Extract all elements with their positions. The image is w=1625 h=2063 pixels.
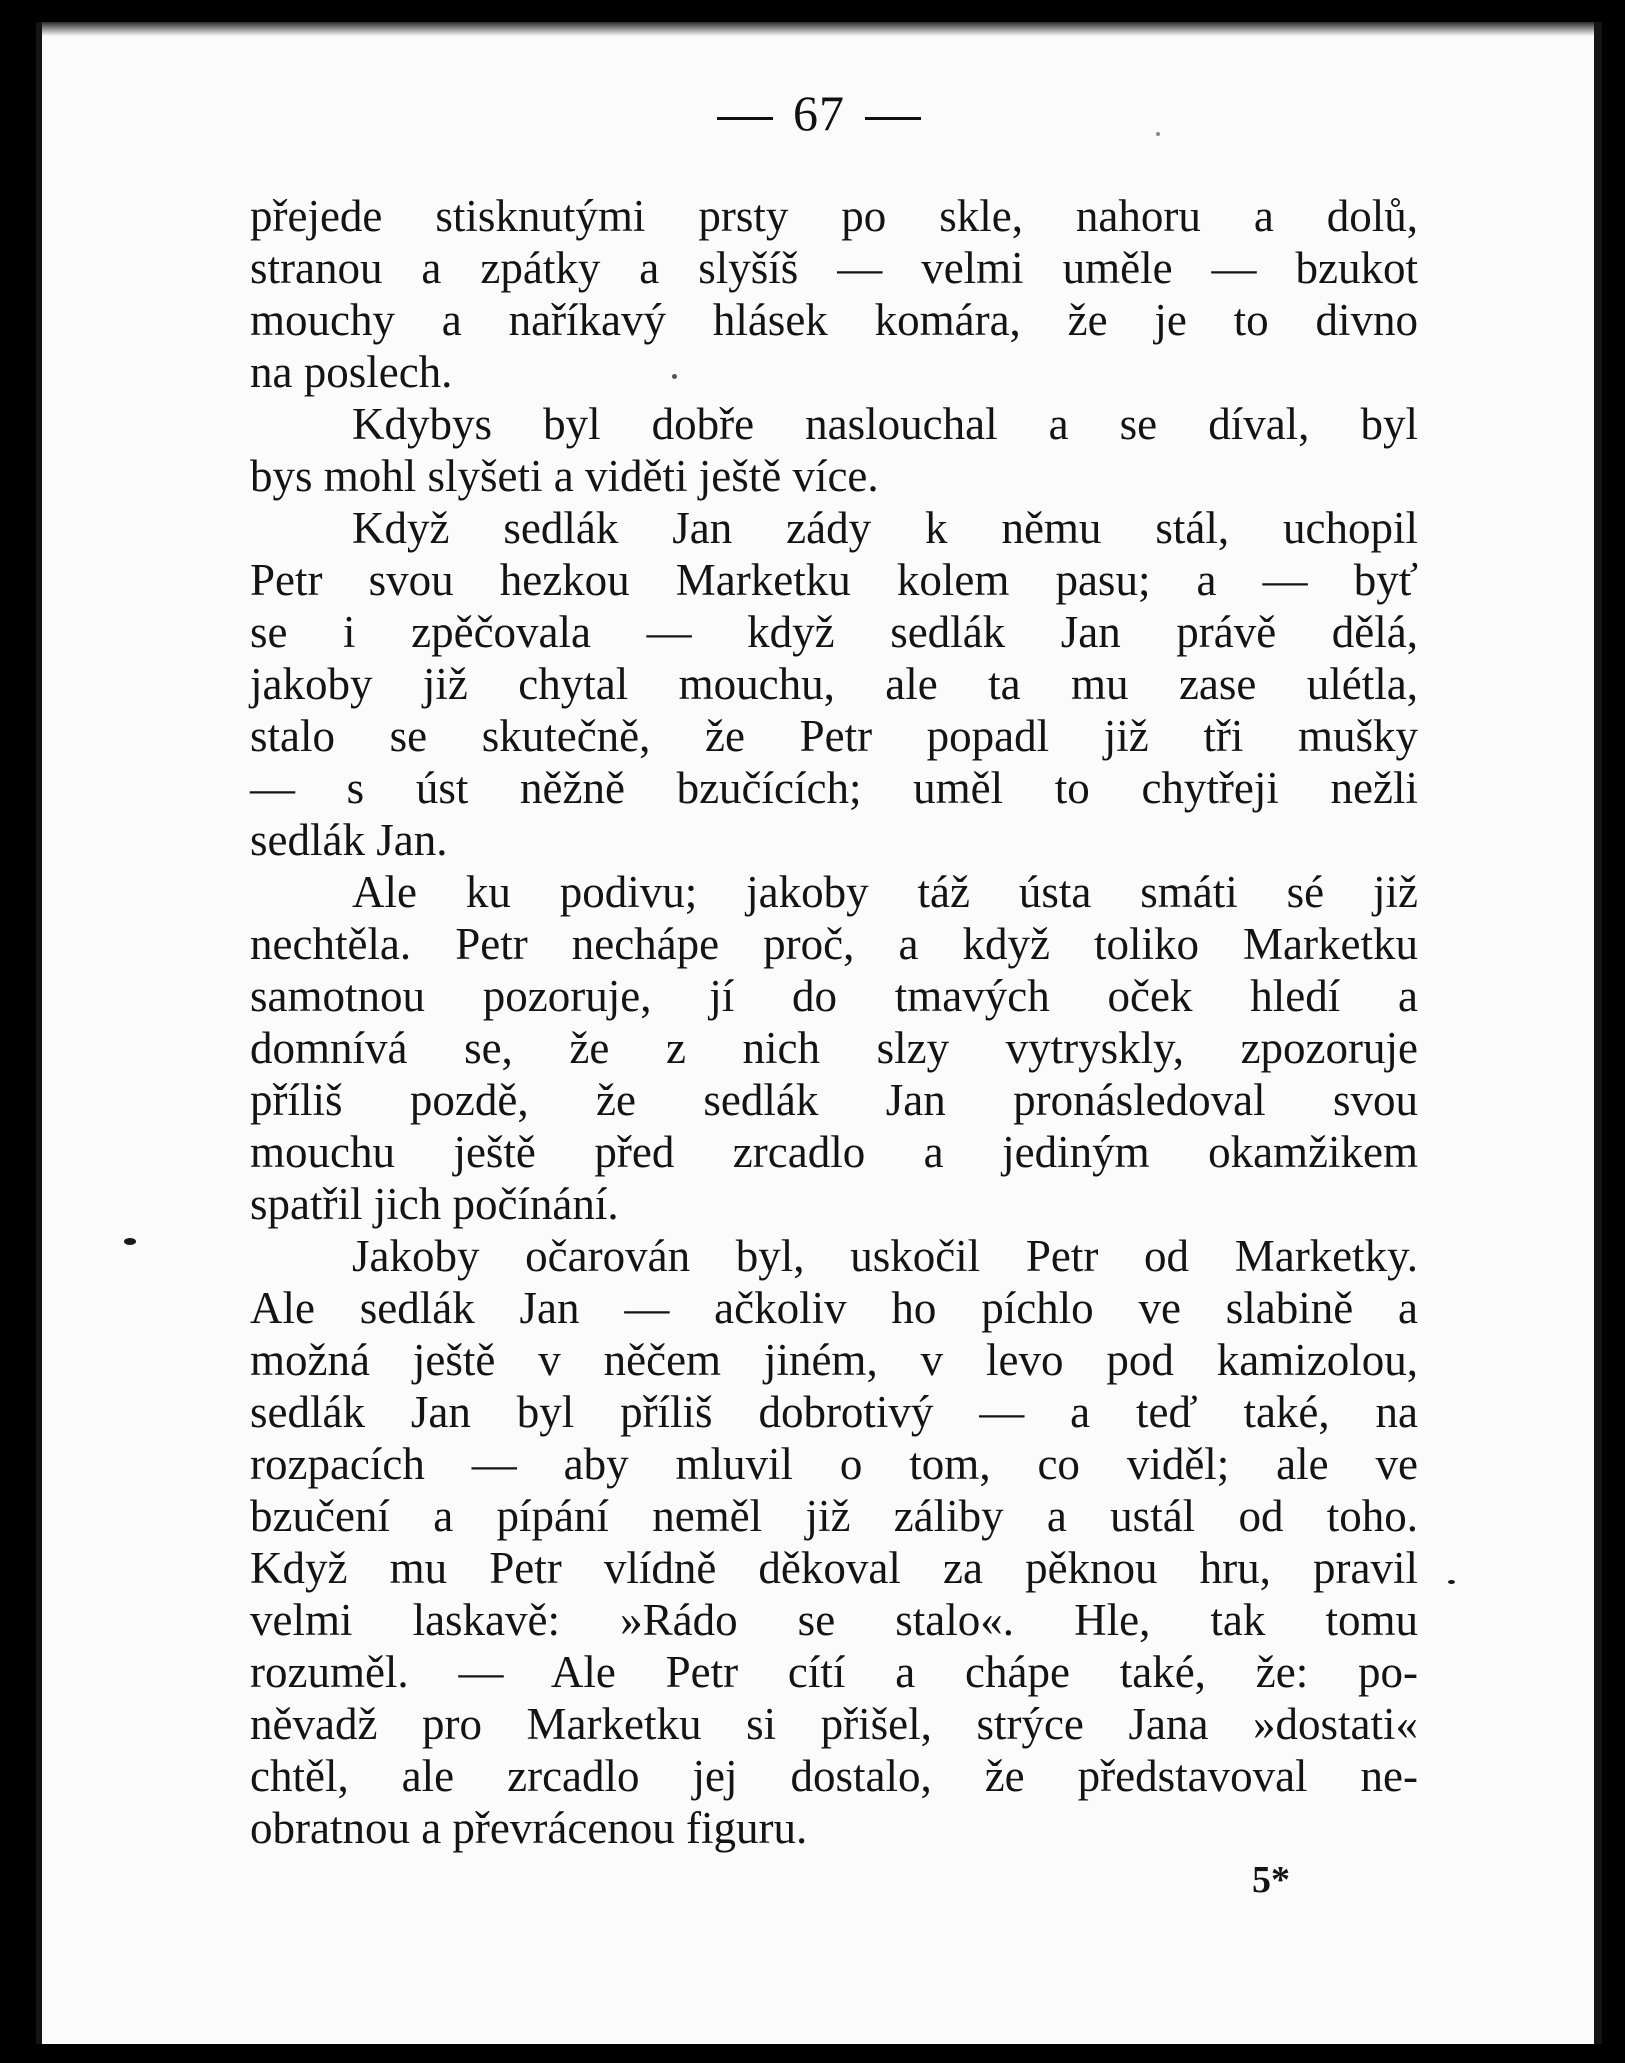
book-page xyxy=(36,22,1602,2044)
text-line: velmi laskavě: »Rádo se stalo«. Hle, tak tomu xyxy=(250,1595,1418,1645)
text-line: mouchu ještě před zrcadlo a jediným okamžikem xyxy=(250,1127,1418,1177)
text-line: domnívá se, že z nich slzy vytryskly, zpozoruje xyxy=(250,1023,1418,1073)
scan-edge-left xyxy=(36,22,42,2044)
text-line: obratnou a převrácenou figuru. xyxy=(250,1803,808,1853)
text-line: Ale sedlák Jan — ačkoliv ho píchlo ve slabině a xyxy=(250,1283,1418,1333)
text-line: přejede stisknutými prsty po skle, nahoru a dolů, xyxy=(250,191,1418,241)
text-line: možná ještě v něčem jiném, v levo pod kamizolou, xyxy=(250,1335,1418,1385)
text-line: bys mohl slyšeti a viděti ještě více. xyxy=(250,451,879,501)
text-line: — s úst něžně bzučících; uměl to chytřeji nežli xyxy=(250,763,1418,813)
text-line: příliš pozdě, že sedlák Jan pronásledoval svou xyxy=(250,1075,1418,1125)
text-line: na poslech. xyxy=(250,347,453,397)
text-line: stalo se skutečně, že Petr popadl již tři mušky xyxy=(250,711,1418,761)
text-line: Kdybys byl dobře naslouchal a se díval, byl xyxy=(352,399,1418,449)
header-dash-left xyxy=(717,117,773,120)
text-line: něvadž pro Marketku si přišel, strýce Jana »dostati« xyxy=(250,1699,1418,1749)
text-line: Petr svou hezkou Marketku kolem pasu; a — byť xyxy=(250,555,1418,605)
text-line: mouchy a naříkavý hlásek komára, že je to divno xyxy=(250,295,1418,345)
scan-edge-right xyxy=(1594,22,1602,2044)
text-line: nechtěla. Petr nechápe proč, a když toliko Marketku xyxy=(250,919,1418,969)
text-line: bzučení a pípání neměl již záliby a ustál od toho. xyxy=(250,1491,1418,1541)
header-dash-right xyxy=(865,117,921,120)
text-line: sedlák Jan. xyxy=(250,815,448,865)
text-line: samotnou pozoruje, jí do tmavých oček hledí a xyxy=(250,971,1418,1021)
scan-speck xyxy=(1156,132,1160,136)
text-line: stranou a zpátky a slyšíš — velmi uměle — bzukot xyxy=(250,243,1418,293)
scan-speck xyxy=(672,374,677,379)
page-header xyxy=(36,84,1602,142)
text-line: Když sedlák Jan zády k němu stál, uchopil xyxy=(352,503,1418,553)
text-line: Když mu Petr vlídně děkoval za pěknou hru, pravil xyxy=(250,1543,1418,1593)
scan-speck xyxy=(1448,1580,1455,1584)
text-line: chtěl, ale zrcadlo jej dostalo, že představoval ne- xyxy=(250,1751,1418,1801)
text-line: Ale ku podivu; jakoby táž ústa smáti sé již xyxy=(352,867,1418,917)
page-number: 67 xyxy=(793,85,845,141)
text-line: rozuměl. — Ale Petr cítí a chápe také, že: po- xyxy=(250,1647,1418,1697)
signature-mark: 5* xyxy=(1252,1859,1290,1901)
text-line: rozpacích — aby mluvil o tom, co viděl; ale ve xyxy=(250,1439,1418,1489)
text-line: se i zpěčovala — když sedlák Jan právě dělá, xyxy=(250,607,1418,657)
body-text xyxy=(250,190,1418,1854)
text-line: sedlák Jan byl příliš dobrotivý — a teď také, na xyxy=(250,1387,1418,1437)
scan-speck xyxy=(124,1238,136,1245)
text-line: spatřil jich počínání. xyxy=(250,1179,619,1229)
scan-shadow-top xyxy=(36,22,1602,36)
text-line: Jakoby očarován byl, uskočil Petr od Marketky. xyxy=(352,1231,1418,1281)
text-line: jakoby již chytal mouchu, ale ta mu zase ulétla, xyxy=(250,659,1418,709)
